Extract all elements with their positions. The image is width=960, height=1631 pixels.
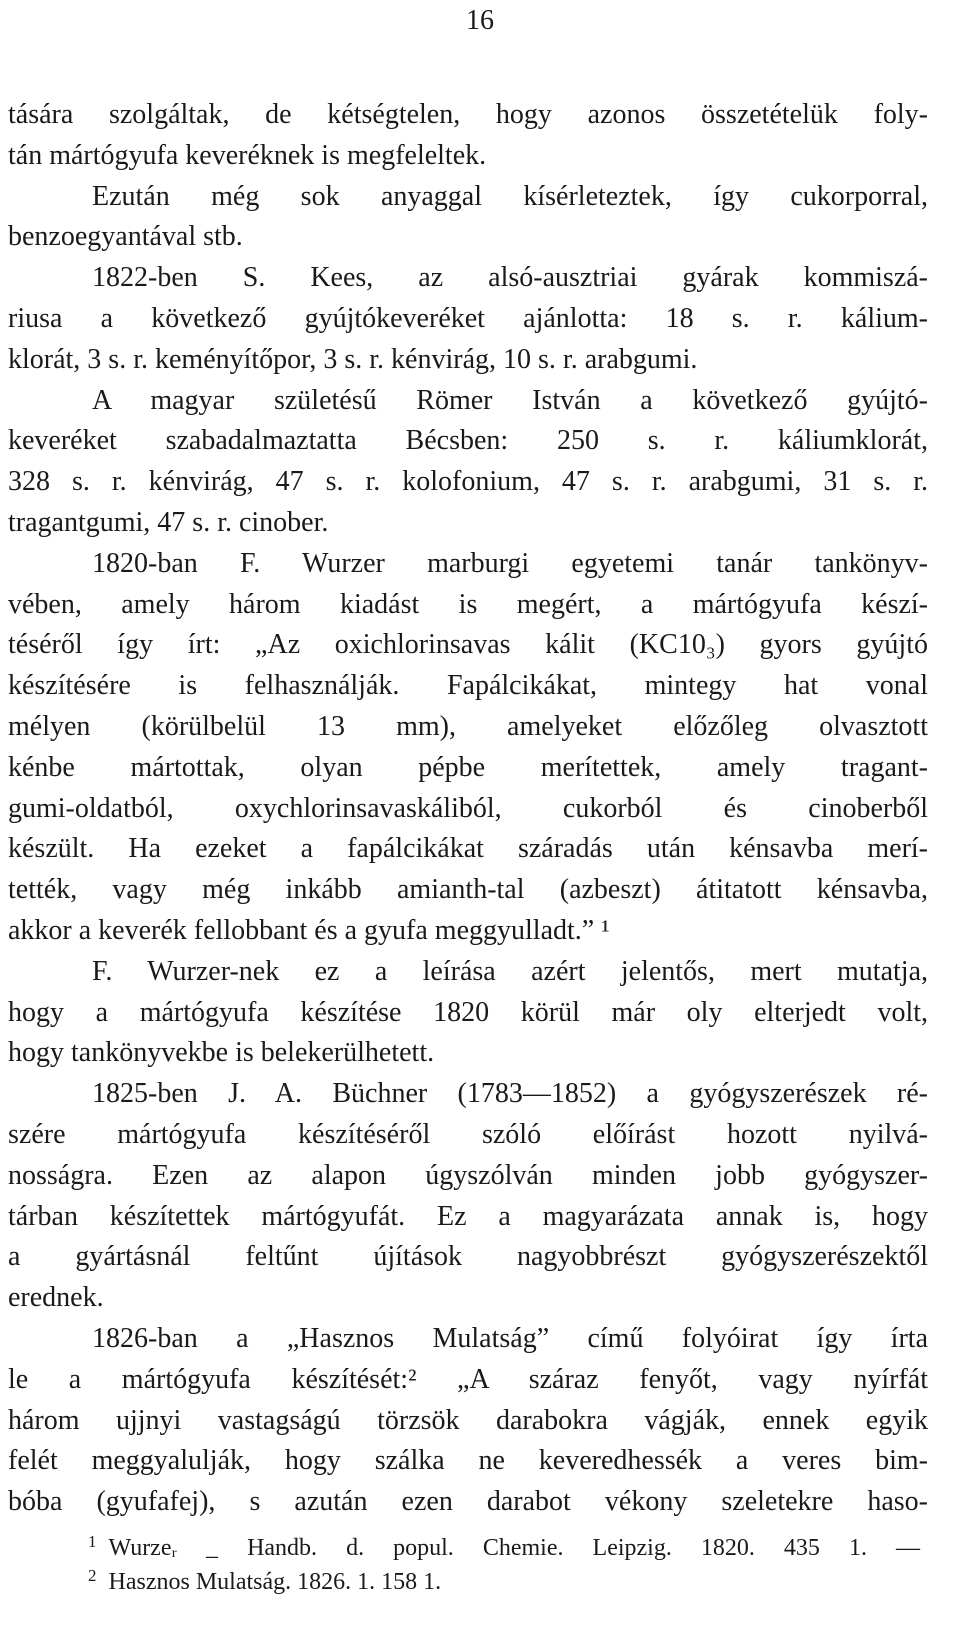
- text-line: tására szolgáltak, de kétségtelen, hogy azonos összetételük foly-: [8, 99, 928, 130]
- text-line: benzoegyantával stb.: [8, 221, 243, 253]
- text-line: keveréket szabadalmaztatta Bécsben: 250 s. r. káliumklorát,: [8, 425, 928, 457]
- footnote-mark: 2: [88, 1566, 97, 1585]
- text-line: akkor a keverék fellobbant és a gyufa meggyulladt.” ¹: [8, 914, 610, 946]
- footnote: [88, 1532, 920, 1566]
- body-text: [8, 95, 928, 1523]
- text-line: bóba (gyufafej), s azután ezen darabot vékony szeletekre haso-: [8, 1486, 928, 1518]
- text-line: készítésére is felhasználják. Fapálcikákat, mintegy hat vonal: [8, 670, 928, 702]
- text-line: A magyar születésű Römer István a következő gyújtó-: [92, 384, 928, 416]
- text-line: vében, amely három kiadást is megért, a mártógyufa készí-: [8, 588, 928, 620]
- text-line: kénbe mártottak, olyan pépbe merítettek, amely tragant-: [8, 751, 928, 783]
- page-number: 16: [466, 5, 494, 36]
- footnotes: [88, 1532, 920, 1600]
- text-line: tragantgumi, 47 s. r. cinober.: [8, 506, 329, 538]
- text-line: szére mártógyufa készítéséről szóló előírást hozott nyilvá-: [8, 1118, 928, 1150]
- text-line: téséről így írt: „Az oxichlorinsavas kálit (KC10₃) gyors gyújtó: [8, 629, 928, 661]
- text-line: le a mártógyufa készítését:² „A száraz fenyőt, vagy nyírfát: [8, 1363, 928, 1395]
- footnote-mark: 1: [88, 1532, 97, 1551]
- footnote-text: Wurzeᵣ _ Handb. d. popul. Chemie. Leipzig. 1820. 435 1. —: [108, 1535, 920, 1561]
- text-line: 1826-ban a „Hasznos Mulatság” című folyóirat így írta: [92, 1322, 928, 1354]
- text-line: tárban készítettek mártógyufát. Ez a magyarázata annak is, hogy: [8, 1200, 928, 1232]
- text-line: hogy a mártógyufa készítése 1820 körül már oly elterjedt volt,: [8, 996, 928, 1028]
- text-line: 1822-ben S. Kees, az alsó-ausztriai gyárak kommiszá-: [92, 262, 928, 294]
- text-line: mélyen (körülbelül 13 mm), amelyeket előzőleg olvasztott: [8, 710, 928, 742]
- text-line: 328 s. r. kénvirág, 47 s. r. kolofonium, 47 s. r. arabgumi, 31 s. r.: [8, 466, 928, 498]
- text-line: három ujjnyi vastagságú törzsök darabokra vágják, ennek egyik: [8, 1404, 928, 1436]
- text-line: tán mártógyufa keveréknek is megfeleltek.: [8, 139, 487, 171]
- footnote: [88, 1566, 920, 1600]
- text-line: Ezután még sok anyaggal kísérleteztek, így cukorporral,: [92, 180, 928, 212]
- text-line: gumi-oldatból, oxychlorinsavaskáliból, cukorból és cinoberből: [8, 792, 928, 824]
- text-line: készült. Ha ezeket a fapálcikákat száradás után kénsavba merí-: [8, 833, 928, 865]
- text-line: tették, vagy még inkább amianth-tal (azbeszt) átitatott kénsavba,: [8, 874, 928, 906]
- text-line: 1820-ban F. Wurzer marburgi egyetemi tanár tankönyv-: [92, 547, 928, 579]
- text-line: riusa a következő gyújtókeveréket ajánlotta: 18 s. r. kálium-: [8, 302, 928, 334]
- text-line: nosságra. Ezen az alapon úgyszólván minden jobb gyógyszer-: [8, 1159, 928, 1191]
- text-line: a gyártásnál feltűnt újítások nagyobbrészt gyógyszerészektől: [8, 1241, 928, 1273]
- footnote-text: Hasznos Mulatság. 1826. 1. 158 1.: [108, 1569, 442, 1595]
- text-line: erednek.: [8, 1282, 104, 1314]
- text-line: klorát, 3 s. r. keményítőpor, 3 s. r. kénvirág, 10 s. r. arabgumi.: [8, 343, 698, 375]
- text-line: felét meggyalulják, hogy szálka ne keveredhessék a veres bim-: [8, 1445, 928, 1477]
- text-line: hogy tankönyvekbe is belekerülhetett.: [8, 1037, 435, 1069]
- text-line: 1825-ben J. A. Büchner (1783—1852) a gyógyszerészek ré-: [92, 1078, 928, 1110]
- text-line: F. Wurzer-nek ez a leírása azért jelentős, mert mutatja,: [92, 955, 928, 987]
